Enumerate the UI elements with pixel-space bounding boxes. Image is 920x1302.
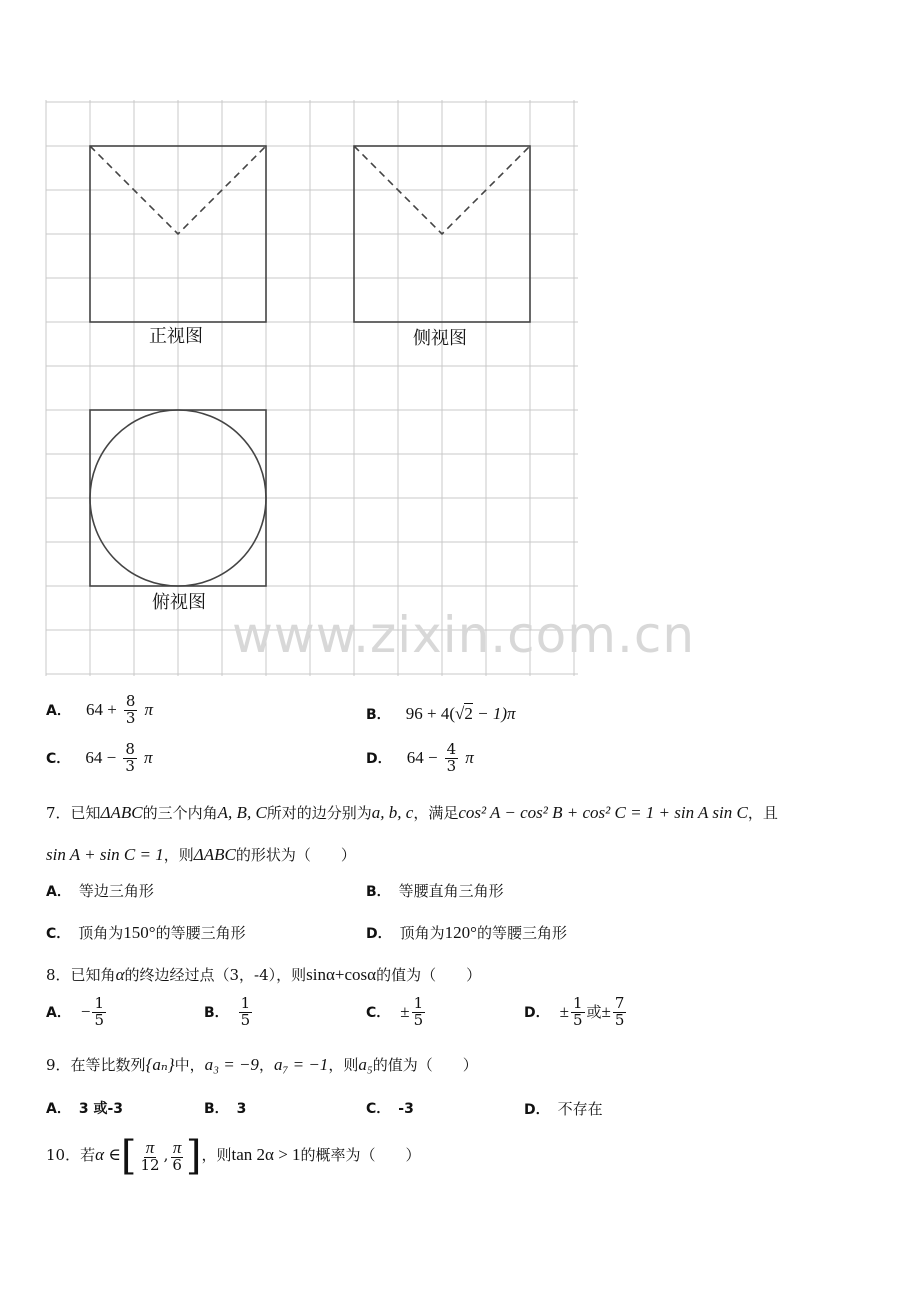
fraction: $\frac{8}{3}$ [125,692,136,727]
q9-option-d[interactable]: D． 不存在 [524,1100,603,1118]
watermark: www.zixin.com.cn [232,606,696,664]
q7-option-a[interactable]: A． 等边三角形 [46,882,154,900]
q8-option-c[interactable]: C． ± $\frac{1}{5}$ [366,994,424,1029]
q7-stem-line2: sin A + sin C = 1，则ΔABC的形状为（ ） [46,845,356,864]
q8-option-d[interactable]: D． ± $\frac{1}{5}$ 或± $\frac{7}{5}$ [524,994,625,1029]
option-label: D． [366,750,392,767]
q6-option-d[interactable]: D． 64 − $\frac{4}{3}$ π [366,740,474,775]
q6-option-b[interactable]: B． 96 + 4(√2 − 1)π [366,704,516,723]
fraction: $\frac{8}{3}$ [125,740,135,775]
q9-option-a[interactable]: A． 3 或-3 [46,1101,124,1117]
fraction: $\frac{4}{3}$ [446,740,457,775]
side-view-label: 侧视图 [413,328,467,349]
left-bracket: [ [120,1133,137,1179]
option-label: A． [46,702,71,719]
q9-stem: 9．在等比数列{aₙ}中，a₃ = −9，a₇ = −1，则a₅的值为（ ） [46,1055,478,1074]
top-view-label: 俯视图 [152,592,206,613]
right-bracket: ] [185,1133,202,1179]
q7-option-c[interactable]: C． 顶角为150°的等腰三角形 [46,923,246,942]
q7-stem-line1: 7．已知ΔABC的三个内角A, B, C所对的边分别为a, b, c，满足cos² A − cos² B + cos² C = 1 + sin A sin C，且 [46,803,778,822]
option-label: B． [366,707,391,723]
q6-option-a[interactable]: A． 64 + $\frac{8}{3}$ π [46,692,154,727]
q7-option-b[interactable]: B． 等腰直角三角形 [366,882,504,900]
q9-option-b[interactable]: B． 3 [204,1101,247,1117]
q9-option-c[interactable]: C． -3 [366,1101,414,1117]
q7-option-d[interactable]: D． 顶角为120°的等腰三角形 [366,923,567,942]
option-label: C． [46,750,71,767]
q8-stem: 8．已知角α的终边经过点（3，-4），则sinα+cosα的值为（ ） [46,965,482,984]
q8-option-b[interactable]: B． $\frac{1}{5}$ [204,994,251,1029]
grid [46,100,578,676]
q10-stem: 10．若α ∈[ $\frac{\pi}{12}$ , $\frac{\pi}{6}$ ]，则tan 2α > 1的概率为（ ） [46,1133,421,1179]
q8-option-a[interactable]: A． − $\frac{1}{5}$ [46,994,104,1029]
sqrt-sign: √ [455,704,465,723]
q6-option-c[interactable]: C． 64 − $\frac{8}{3}$ π [46,740,153,775]
front-view-label: 正视图 [149,326,203,347]
